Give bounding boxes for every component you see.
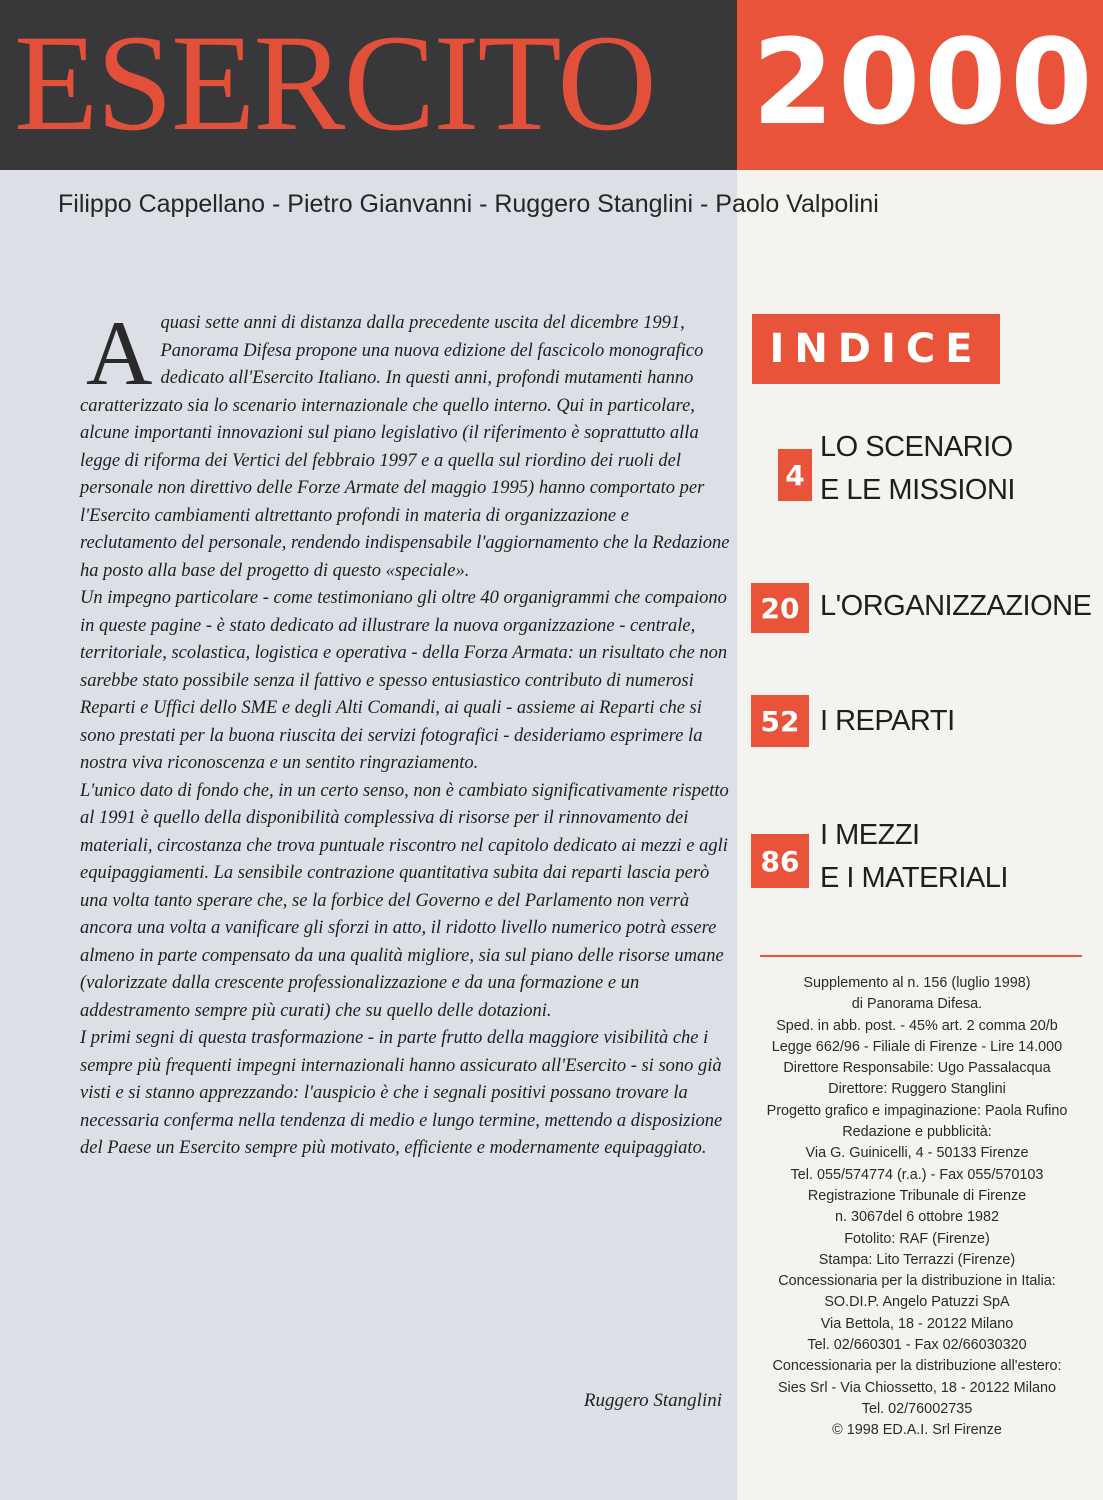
toc-entry-label[interactable] xyxy=(820,426,1015,512)
editorial-paragraph: I primi segni di questa trasformazione - in parte frutto della maggiore visibilità che i sempre più frequenti impegni internazionali hanno assicurato all'Esercito - si sono già visti e si stanno apprezzando: l'auspicio è che i segnali positivi possano trovare la necessaria conferma nella tendenza di medio e lungo termine, mettendo a disposizione del Paese un Esercito sempre più motivato, efficiente e modernamente equipaggiato. xyxy=(80,1028,723,1158)
toc-page-number: 52 xyxy=(751,695,809,747)
colophon-line: Via G. Guinicelli, 4 - 50133 Firenze xyxy=(805,1145,1029,1162)
colophon-divider xyxy=(760,955,1082,957)
toc-entry-line: I MEZZI xyxy=(820,819,920,851)
colophon-line: Sies Srl - Via Chiossetto, 18 - 20122 Milano xyxy=(777,1379,1057,1396)
colophon-line: Tel. 055/574774 (r.a.) - Fax 055/570103 xyxy=(790,1166,1044,1183)
index-heading: INDICE xyxy=(752,314,1000,384)
colophon-line: Via Bettola, 18 - 20122 Milano xyxy=(820,1315,1014,1332)
magazine-year: 2000 xyxy=(752,13,1097,151)
editorial-text xyxy=(80,302,730,1163)
colophon-line: Tel. 02/76002735 xyxy=(861,1400,973,1417)
colophon-line: Concessionaria per la distribuzione all'estero: xyxy=(772,1358,1062,1375)
toc-entry-line: LO SCENARIO xyxy=(820,431,1013,463)
toc-page-number: 4 xyxy=(778,449,812,501)
colophon-line: Redazione e pubblicità: xyxy=(842,1124,992,1141)
toc-entry-label[interactable] xyxy=(820,700,955,743)
colophon-line: Stampa: Lito Terrazzi (Firenze) xyxy=(818,1251,1016,1268)
colophon-line: Progetto grafico e impaginazione: Paola Rufino xyxy=(766,1102,1068,1119)
colophon-line: Sped. in abb. post. - 45% art. 2 comma 20/b xyxy=(776,1017,1058,1034)
colophon-line: Supplemento al n. 156 (luglio 1998) xyxy=(803,975,1031,991)
colophon-line: © 1998 ED.A.I. Srl Firenze xyxy=(832,1422,1002,1439)
colophon-line: Legge 662/96 - Filiale di Firenze - Lire 14.000 xyxy=(771,1038,1063,1055)
colophon-line: n. 3067del 6 ottobre 1982 xyxy=(834,1209,1000,1226)
toc-entry-label[interactable] xyxy=(820,814,1008,900)
colophon-line: Fotolito: RAF (Firenze) xyxy=(844,1230,990,1247)
authors-line: Filippo Cappellano - Pietro Gianvanni - Ruggero Stanglini - Paolo Valpolini xyxy=(58,190,879,218)
magazine-title: ESERCITO xyxy=(14,6,655,159)
colophon-line: SO.DI.P. Angelo Patuzzi SpA xyxy=(824,1294,1010,1311)
toc-entry-label[interactable] xyxy=(820,585,1091,628)
colophon-line: di Panorama Difesa. xyxy=(851,996,983,1013)
drop-cap: A xyxy=(86,302,153,404)
toc-page-number: 20 xyxy=(751,583,809,633)
toc-entry-line: L'ORGANIZZAZIONE xyxy=(820,590,1092,622)
colophon-line: Tel. 02/660301 - Fax 02/66030320 xyxy=(807,1337,1027,1354)
editorial-paragraph: Un impegno particolare - come testimoniano gli oltre 40 organigrammi che compaiono in queste pagine - è stato dedicato ad illustrare la nuova organizzazione - centrale, territoriale, scolastica, logistica e operativa - della Forza Armata: un risultato che non sarebbe stato possibile senza il fattivo e spesso entusiastico contributo di numerosi Reparti e Uffici dello SME e degli Alti Comandi, ai quali - assieme ai Reparti che si sono prestati per la buona riuscita dei servizi fotografici - desideriamo esprimere la nostra viva riconoscenza e un sentito ringraziamento. xyxy=(80,588,728,773)
colophon-line: Direttore Responsabile: Ugo Passalacqua xyxy=(783,1060,1051,1077)
editorial-signature: Ruggero Stanglini xyxy=(583,1390,722,1411)
editorial-paragraph: L'unico dato di fondo che, in un certo senso, non è cambiato significativamente rispetto al 1991 è quello della disponibilità complessiva di risorse per il rinnovamento dei materiali, circostanza che trova puntuale riscontro nel capitolo dedicato ai mezzi e agli equipaggiamenti. La sensibile contrazione quantitativa subita dai reparti lascia però una volta tanto sperare che, se la forbice del Governo e del Parlamento non verrà ancora una volta a vanificare gli sforzi in atto, il ridotto livello numerico potrà essere almeno in parte compensato da una qualità migliore, sia sul piano delle risorse umane (valorizzate dalla crescente professionalizzazione e da una formazione e un addestramento sempre più curati) che su quello delle dotazioni. xyxy=(80,780,729,1021)
toc-entry-line: E LE MISSIONI xyxy=(820,474,1015,506)
colophon xyxy=(752,973,1082,1442)
colophon-line: Registrazione Tribunale di Firenze xyxy=(807,1187,1027,1204)
toc-entry-line: I REPARTI xyxy=(820,705,955,737)
colophon-line: Concessionaria per la distribuzione in Italia: xyxy=(778,1273,1056,1290)
editorial-paragraph: quasi sette anni di distanza dalla precedente uscita del dicembre 1991, Panorama Difesa propone una nuova edizione del fascicolo monografico dedicato all'Esercito Italiano. In questi anni, profondi mutamenti hanno caratterizzato sia lo scenario internazionale che quello interno. Qui in particolare, alcune importanti innovazioni sul piano legislativo (il riferimento è soprattutto alla legge di riforma dei Vertici del febbraio 1997 e a quella sul riordino dei ruoli del personale non direttivo delle Forze Armate del maggio 1995) hanno comportato per l'Esercito cambiamenti altrettanto profondi in materia di organizzazione e reclutamento del personale, rendendo indispensabile l'aggiornamento che la Redazione ha posto alla base del progetto di questo «speciale». xyxy=(80,313,730,581)
toc-page-number: 86 xyxy=(751,834,809,888)
colophon-line: Direttore: Ruggero Stanglini xyxy=(828,1081,1006,1098)
toc-entry-line: E I MATERIALI xyxy=(820,862,1008,894)
